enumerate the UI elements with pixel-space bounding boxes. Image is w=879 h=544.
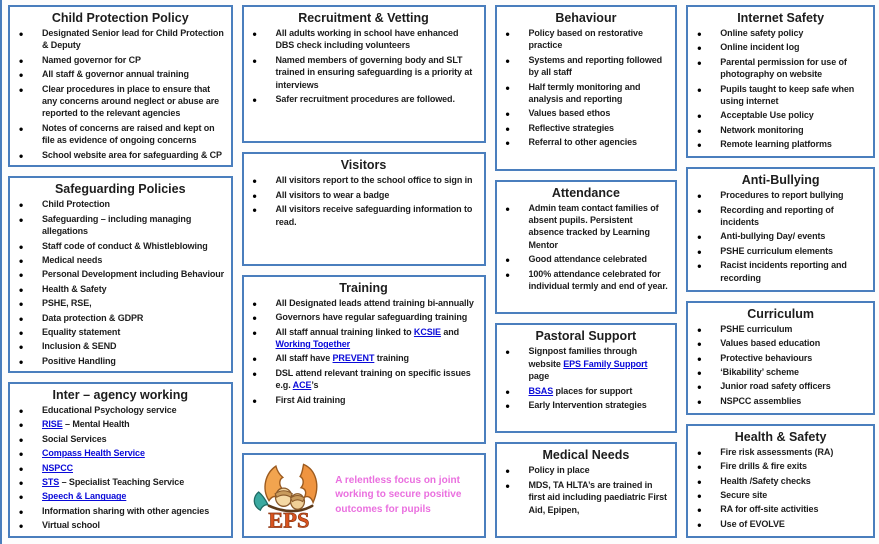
bullet-item [16, 312, 225, 324]
bullet-item [694, 366, 867, 378]
bullet-list [16, 27, 225, 161]
text-segment: School website area for safeguarding & CP [42, 149, 222, 160]
bullet-item [16, 519, 225, 531]
text-segment: All staff & governor annual training [42, 69, 189, 80]
bullet-item [694, 189, 867, 201]
bullet-item [16, 490, 225, 502]
text-segment: 100% attendance celebrated for individual termly and end of year. [528, 268, 668, 292]
bullet-item [694, 245, 867, 257]
bullet-item [694, 83, 867, 108]
link-speech-language[interactable]: Speech & Language [42, 491, 127, 502]
bullet-item [503, 479, 670, 516]
bullet-item [250, 93, 478, 105]
text-segment: PSHE curriculum elements [720, 245, 833, 256]
bullet-item [503, 81, 670, 106]
text-segment: Signpost families through website [528, 346, 638, 369]
text-segment: Use of EVOLVE [720, 518, 785, 529]
bullet-item [250, 394, 478, 406]
bullet-item [694, 352, 867, 364]
bullet-list [250, 297, 478, 406]
link-bsas[interactable]: BSAS [528, 385, 554, 396]
bullet-list [503, 345, 670, 411]
bullet-item [694, 489, 867, 501]
logo-text: EPS [267, 507, 309, 532]
box-pastoral-support [495, 323, 678, 433]
text-segment: Early Intervention strategies [528, 400, 647, 411]
text-segment: Clear procedures in place to ensure that any concerns around neglect or abuse are reported to the relevant agencies [42, 83, 220, 119]
eps-logo [250, 459, 328, 532]
bullet-item [16, 447, 225, 459]
text-segment: Named governor for CP [42, 54, 141, 65]
bullet-item [694, 323, 867, 335]
text-segment: NSPCC assemblies [720, 395, 802, 406]
bullet-item [16, 198, 225, 210]
bullet-item [503, 202, 670, 252]
box-title-training: Training [339, 280, 388, 295]
text-segment: ’s [311, 380, 319, 391]
link-working-together[interactable]: Working Together [275, 339, 351, 350]
bullet-item [16, 149, 225, 161]
column-3 [495, 5, 678, 538]
text-segment: Good attendance celebrated [528, 254, 647, 265]
bullet-item [694, 109, 867, 121]
text-segment: Inclusion & SEND [42, 341, 117, 352]
bullet-item [503, 27, 670, 52]
text-segment: PSHE, RSE, [42, 298, 92, 309]
text-segment: Half termly monitoring and analysis and reporting [528, 81, 641, 105]
text-segment: All visitors receive safeguarding information to read. [275, 204, 473, 227]
text-segment: Policy in place [528, 465, 590, 476]
bullet-item [16, 340, 225, 352]
bullet-item [250, 189, 478, 201]
text-segment: Values based ethos [528, 108, 611, 119]
bullet-item [694, 56, 867, 81]
bullet-item [16, 462, 225, 474]
box-training [242, 275, 486, 444]
bullet-list [16, 198, 225, 367]
bullet-item [694, 337, 867, 349]
bullet-item [503, 122, 670, 134]
bullet-item [694, 41, 867, 53]
box-title-behaviour: Behaviour [555, 11, 617, 25]
bullet-item [250, 352, 478, 364]
text-segment: All visitors report to the school office to sign in [275, 175, 473, 186]
text-segment: All visitors to wear a badge [275, 189, 390, 200]
bullet-item [694, 395, 867, 407]
box-anti-bullying [686, 167, 875, 292]
bullet-item [694, 138, 867, 150]
text-segment: Educational Psychology service [42, 405, 177, 416]
link-kcsie[interactable]: KCSIE [413, 326, 441, 337]
bullet-item [250, 367, 478, 392]
text-segment: Personal Development including Behaviour [42, 269, 225, 280]
bullet-list [694, 189, 867, 284]
box-internet-safety [686, 5, 875, 158]
text-segment: Referral to other agencies [528, 137, 637, 148]
text-segment: – Specialist Teaching Service [59, 477, 185, 488]
box-curriculum [686, 301, 875, 415]
box-behaviour [495, 5, 678, 171]
text-segment: Parental permission for use of photography on website [720, 56, 847, 80]
box-title-curriculum: Curriculum [747, 306, 814, 321]
text-segment: Admin team contact families of absent pupils. Persistent absence tracked by Learning Mentor [528, 202, 659, 250]
box-title-anti-bullying: Anti-Bullying [741, 173, 820, 188]
box-title-child-protection-policy: Child Protection Policy [51, 11, 189, 25]
text-segment: Pupils taught to keep safe when using internet [720, 83, 855, 107]
text-segment: Designated Senior lead for Child Protection & Deputy [42, 28, 224, 51]
box-safeguarding-policies [8, 176, 233, 373]
text-segment: RA for off-site activities [720, 504, 819, 515]
text-segment: Systems and reporting followed by all staff [528, 54, 663, 78]
text-segment: Virtual school [42, 520, 100, 531]
box-title-inter-agency-working: Inter – agency working [52, 388, 188, 403]
bullet-item [503, 464, 670, 476]
text-segment: Governors have regular safeguarding training [275, 312, 468, 323]
text-segment: Named members of governing body and SLT trained in ensuring safeguarding is a priority at interviews [275, 54, 473, 90]
bullet-item [250, 311, 478, 323]
bullet-item [16, 54, 225, 66]
bullet-item [503, 253, 670, 265]
text-segment: Anti-bullying Day/ events [720, 231, 826, 242]
text-segment: All Designated leads attend training bi-annually [275, 297, 474, 308]
bullet-item [16, 240, 225, 252]
box-title-attendance: Attendance [551, 185, 620, 200]
text-segment: Child Protection [42, 199, 110, 210]
text-segment: Safeguarding – including managing allegations [42, 213, 192, 237]
bullet-item [16, 68, 225, 80]
bullet-list [694, 323, 867, 407]
column-4 [686, 5, 875, 538]
text-segment: Online safety policy [720, 28, 804, 38]
column-2 [242, 5, 486, 538]
box-child-protection-policy [8, 5, 233, 167]
text-segment: Notes of concerns are raised and kept on file as evidence of ongoing concerns [42, 122, 215, 146]
text-segment: – Mental Health [62, 419, 130, 430]
bullet-item [16, 122, 225, 147]
text-segment: Online incident log [720, 42, 800, 53]
column-1 [8, 5, 233, 538]
bullet-item [16, 268, 225, 280]
text-segment: Health & Safety [42, 283, 107, 294]
text-segment: Protective behaviours [720, 352, 813, 363]
text-segment: Remote learning platforms [720, 139, 832, 150]
bullet-item [694, 503, 867, 515]
bullet-item [503, 385, 670, 397]
bullet-item [16, 418, 225, 430]
bullet-item [250, 326, 478, 351]
bullet-item [16, 355, 225, 367]
text-segment: Junior road safety officers [720, 381, 831, 392]
bullet-item [16, 283, 225, 295]
bullet-list [503, 27, 670, 149]
bullet-list [694, 27, 867, 151]
box-inter-agency-working [8, 382, 233, 538]
text-segment: training [374, 353, 409, 364]
bullet-item [694, 259, 867, 284]
bullet-item [250, 27, 478, 52]
bullet-list [503, 202, 670, 293]
text-segment: Network monitoring [720, 124, 804, 135]
box-attendance [495, 180, 678, 315]
bullet-item [694, 460, 867, 472]
link-ace[interactable]: ACE [292, 380, 312, 391]
bullet-list [250, 27, 478, 105]
text-segment: All staff annual training linked to [275, 326, 414, 337]
bullet-item [694, 124, 867, 136]
text-segment: Procedures to report bullying [720, 190, 844, 201]
text-segment: PSHE curriculum [720, 323, 793, 334]
bullet-item [694, 27, 867, 39]
box-medical-needs [495, 442, 678, 538]
bullet-item [250, 54, 478, 91]
link-compass-health-service[interactable]: Compass Health Service [42, 448, 145, 459]
bullet-list [503, 464, 670, 516]
link-eps-family-support[interactable]: EPS Family Support [563, 358, 648, 369]
text-segment: All adults working in school have enhanced DBS check including volunteers [275, 28, 459, 51]
bullet-list [250, 174, 478, 228]
box-title-health-safety: Health & Safety [734, 429, 827, 444]
text-segment: Information sharing with other agencies [42, 505, 210, 516]
text-segment: MDS, TA HLTA’s are trained in first aid including paediatric First Aid, Epipen, [528, 479, 667, 515]
text-segment: Positive Handling [42, 355, 116, 366]
bullet-item [694, 518, 867, 530]
bullet-item [16, 476, 225, 488]
text-segment: Recording and reporting of incidents [720, 204, 834, 228]
bullet-item [694, 204, 867, 229]
logo-caption: A relentless focus on joint working to secure positive outcomes for pupils [335, 474, 462, 515]
text-segment: Values based education [720, 338, 821, 349]
text-segment: Fire risk assessments (RA) [720, 446, 834, 457]
text-segment: Safer recruitment procedures are followed. [275, 94, 455, 105]
oak-leaves-acorns [254, 464, 316, 511]
bullet-item [16, 326, 225, 338]
text-segment: Policy based on restorative practice [528, 28, 643, 51]
bullet-item [16, 83, 225, 120]
box-title-visitors: Visitors [340, 158, 387, 173]
bullet-item [694, 380, 867, 392]
bullet-item [694, 446, 867, 458]
text-segment: Health /Safety checks [720, 475, 811, 486]
text-segment: Secure site [720, 490, 768, 501]
text-segment: and [440, 326, 460, 337]
bullet-item [16, 213, 225, 238]
box-title-internet-safety: Internet Safety [737, 11, 825, 25]
bullet-item [503, 268, 670, 293]
link-sts[interactable]: STS [42, 477, 60, 488]
bullet-item [16, 297, 225, 309]
bullet-item [503, 399, 670, 411]
box-title-safeguarding-policies: Safeguarding Policies [54, 182, 186, 197]
text-segment: Reflective strategies [528, 122, 614, 133]
text-segment: page [528, 371, 550, 382]
bullet-item [250, 203, 478, 228]
text-segment: First Aid training [275, 394, 346, 405]
text-segment: Medical needs [42, 254, 103, 265]
bullet-item [503, 136, 670, 148]
bullet-item [16, 433, 225, 445]
text-segment: Acceptable Use policy [720, 110, 814, 121]
box-visitors [242, 152, 486, 266]
box-title-pastoral-support: Pastoral Support [535, 329, 637, 344]
text-segment: Fire drills & fire exits [720, 461, 807, 472]
box-recruitment-vetting [242, 5, 486, 143]
box-title-medical-needs: Medical Needs [542, 448, 630, 463]
bullet-item [503, 107, 670, 119]
text-segment: DSL attend relevant training on specific issues e.g. [275, 367, 471, 391]
box-title-recruitment-vetting: Recruitment & Vetting [298, 11, 429, 25]
bullet-item [16, 404, 225, 416]
text-segment: Racist incidents reporting and recording [720, 260, 847, 283]
text-segment: All staff have [275, 353, 333, 364]
bullet-list [16, 404, 225, 532]
box-health-safety [686, 424, 875, 538]
bullet-item [503, 345, 670, 382]
bullet-item [250, 174, 478, 186]
bullet-item [16, 27, 225, 52]
link-nspcc[interactable]: NSPCC [42, 462, 74, 473]
text-segment: Data protection & GDPR [42, 312, 144, 323]
text-segment: Social Services [42, 433, 107, 444]
link-rise[interactable]: RISE [42, 419, 63, 430]
text-segment: Staff code of conduct & Whistleblowing [42, 240, 208, 251]
box-eps-logo [242, 453, 486, 538]
text-segment: ‘Bikability’ scheme [720, 366, 799, 377]
bullet-item [503, 54, 670, 79]
bullet-item [694, 475, 867, 487]
bullet-item [250, 297, 478, 309]
text-segment: Equality statement [42, 326, 121, 337]
bullet-item [16, 254, 225, 266]
bullet-list [694, 446, 867, 530]
text-segment: places for support [553, 385, 633, 396]
bullet-item [16, 505, 225, 517]
bullet-item [694, 230, 867, 242]
link-prevent[interactable]: PREVENT [332, 353, 375, 364]
